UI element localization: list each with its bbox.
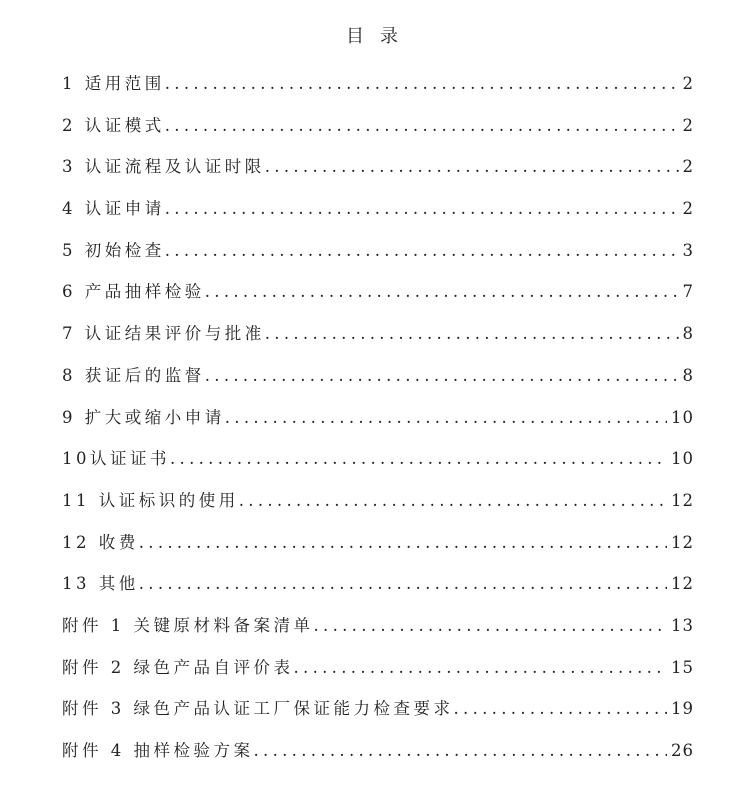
toc-entry-page: 19 <box>671 699 694 719</box>
dot-leader <box>165 199 679 218</box>
dot-leader <box>239 491 667 510</box>
toc-entry-page: 2 <box>682 115 694 135</box>
toc-entry-page: 2 <box>682 74 694 93</box>
toc-entry[interactable] <box>62 529 694 571</box>
toc-entry-label: 9 扩大或缩小申请 <box>62 407 225 427</box>
toc-entry-label: 7 认证结果评价与批准 <box>62 324 265 344</box>
toc-entry[interactable] <box>62 320 694 362</box>
toc-entry-label: 1 适用范围 <box>62 74 165 93</box>
toc-entry-label: 附件 1 关键原材料备案清单 <box>62 615 314 635</box>
toc-entry-label: 11 认证标识的使用 <box>62 490 239 510</box>
toc-entry[interactable] <box>62 278 694 320</box>
dot-leader <box>294 658 668 677</box>
toc-entry-page: 2 <box>682 199 694 219</box>
dot-leader <box>205 366 679 385</box>
toc-title: 目录 <box>346 26 414 47</box>
toc-entry[interactable] <box>62 445 694 487</box>
dot-leader <box>314 616 668 635</box>
toc-entry[interactable] <box>62 737 694 779</box>
toc-entry-page: 13 <box>671 615 694 635</box>
toc-entry-label: 13 其他 <box>62 574 139 594</box>
toc-entry-label: 3 认证流程及认证时限 <box>62 157 265 177</box>
toc-entry-page: 2 <box>682 157 694 177</box>
dot-leader <box>165 241 679 260</box>
toc-entry[interactable] <box>62 570 694 612</box>
dot-leader <box>254 741 668 760</box>
toc-entry[interactable] <box>62 362 694 404</box>
toc-entry-label: 6 产品抽样检验 <box>62 282 205 302</box>
toc-entry-page: 7 <box>682 282 694 302</box>
toc-entry-page: 3 <box>682 240 694 260</box>
toc-entry[interactable] <box>62 237 694 279</box>
toc-entry-label: 12 收费 <box>62 532 139 552</box>
toc-entry[interactable] <box>62 487 694 529</box>
dot-leader <box>265 157 679 176</box>
dot-leader <box>165 74 679 93</box>
toc-entry[interactable] <box>62 404 694 446</box>
dot-leader <box>139 574 667 593</box>
dot-leader <box>225 408 667 427</box>
toc-entry[interactable] <box>62 153 694 195</box>
dot-leader <box>265 324 679 343</box>
toc-entry[interactable] <box>62 70 694 112</box>
dot-leader <box>454 699 668 718</box>
dot-leader <box>165 116 679 135</box>
toc-entry[interactable] <box>62 654 694 696</box>
dot-leader <box>170 449 667 468</box>
toc-entry[interactable] <box>62 112 694 154</box>
toc-entry-label: 附件 4 抽样检验方案 <box>62 741 254 760</box>
toc-entry-label: 8 获证后的监督 <box>62 365 205 385</box>
toc-entry-label: 附件 2 绿色产品自评价表 <box>62 657 294 677</box>
toc-entry-page: 12 <box>671 574 694 594</box>
toc-entry-page: 12 <box>671 490 694 510</box>
toc-entry-page: 26 <box>671 741 694 760</box>
toc-entry-label: 10认证证书 <box>62 449 170 469</box>
toc-entry-label: 2 认证模式 <box>62 115 165 135</box>
toc-entry-page: 10 <box>671 449 694 469</box>
toc-entry[interactable] <box>62 612 694 654</box>
toc-entry-label: 附件 3 绿色产品认证工厂保证能力检查要求 <box>62 699 454 719</box>
toc-entry-label: 5 初始检查 <box>62 240 165 260</box>
toc-entry[interactable] <box>62 195 694 237</box>
toc-entry-page: 8 <box>682 324 694 344</box>
toc-entry-page: 15 <box>671 657 694 677</box>
table-of-contents <box>62 70 694 779</box>
toc-entry-label: 4 认证申请 <box>62 199 165 219</box>
dot-leader <box>139 533 667 552</box>
dot-leader <box>205 282 679 301</box>
toc-entry-page: 12 <box>671 532 694 552</box>
toc-entry-page: 10 <box>671 407 694 427</box>
toc-entry[interactable] <box>62 695 694 737</box>
toc-entry-page: 8 <box>682 365 694 385</box>
